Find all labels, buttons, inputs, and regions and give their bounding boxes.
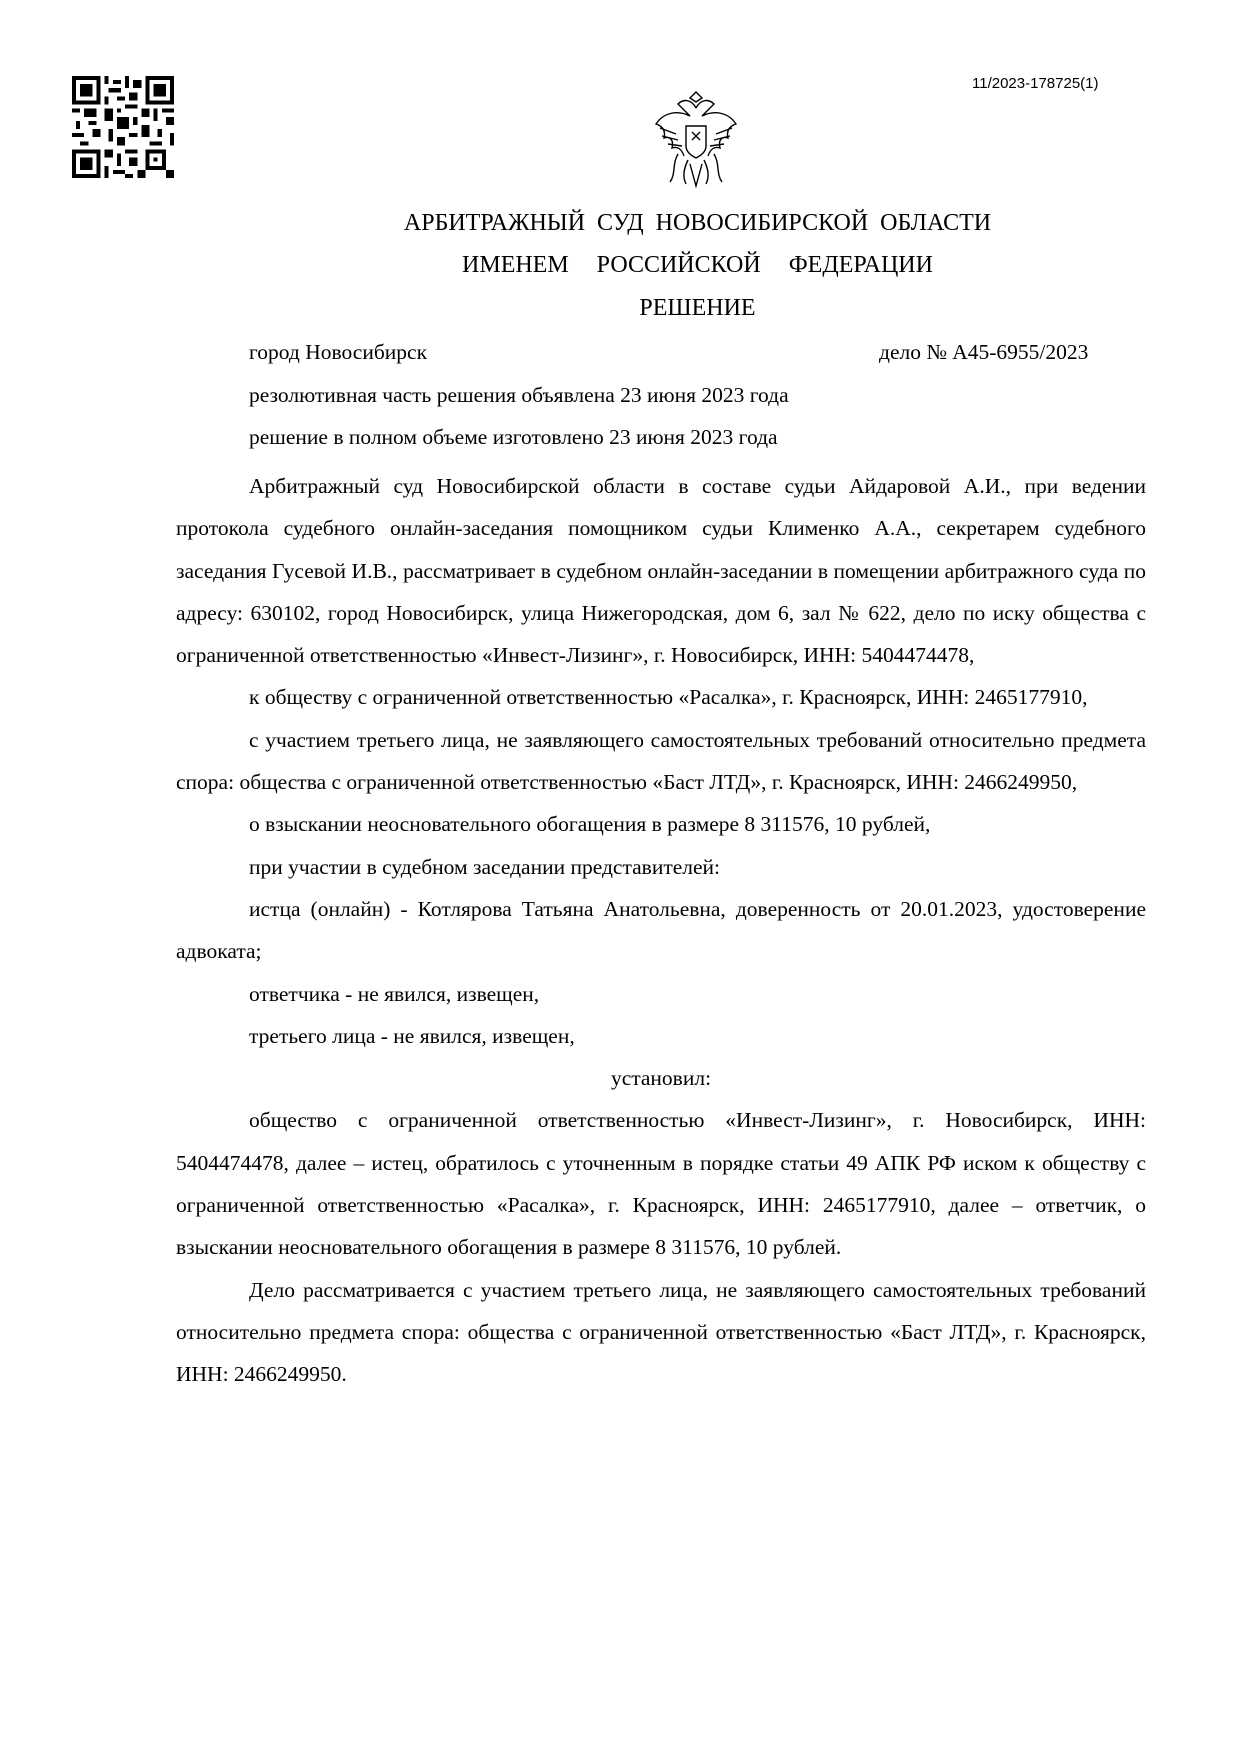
- qr-code-icon: [72, 76, 174, 178]
- court-name: АРБИТРАЖНЫЙ СУД НОВОСИБИРСКОЙ ОБЛАСТИ: [403, 210, 992, 236]
- in-the-name-line: ИМЕНЕМ РОССИЙСКОЙ ФЕДЕРАЦИИ: [462, 252, 933, 278]
- coat-of-arms-icon: [648, 90, 744, 190]
- paragraph: к обществу с ограниченной ответственностью «Расалка», г. Красноярск, ИНН: 2465177910,: [249, 685, 1088, 710]
- city: город Новосибирск: [249, 340, 428, 364]
- paragraph: Дело рассматривается с участием третьего лица, не заявляющего самостоятельных требований относительно предмета спора: общества с ограниченной ответственностью «Баст ЛТД», г. Красноярск, ИНН: 2466249950.: [176, 1277, 1146, 1387]
- case-number: дело № А45-6955/2023: [879, 340, 1089, 364]
- paragraph: третьего лица - не явился, извещен,: [249, 1023, 575, 1048]
- preparation-date: решение в полном объеме изготовлено 23 июня 2023 года: [249, 425, 778, 449]
- document-id: 11/2023-178725(1): [972, 75, 1099, 92]
- paragraph: ответчика - не явился, извещен,: [249, 981, 540, 1006]
- paragraph: истца (онлайн) - Котлярова Татьяна Анатольевна, доверенность от 20.01.2023, удостоверение адвоката;: [176, 896, 1146, 964]
- paragraph: о взыскании неосновательного обогащения в размере 8 311576, 10 рублей,: [249, 812, 931, 837]
- paragraph: с участием третьего лица, не заявляющего самостоятельных требований относительно предмета спора: общества с ограниченной ответственностью «Баст ЛТД», г. Красноярск, ИНН: 2466249950,: [176, 727, 1146, 795]
- document-title: РЕШЕНИЕ: [639, 295, 756, 321]
- document-body: [176, 465, 1146, 1396]
- paragraph: при участии в судебном заседании представителей:: [249, 854, 721, 879]
- established-heading: установил:: [610, 1066, 712, 1091]
- paragraph: Арбитражный суд Новосибирской области в составе судьи Айдаровой А.И., при ведении протокола судебного онлайн-заседания помощником судьи Клименко А.А., секретарем судебного заседания Гусевой И.В., рассматривает в судебном онлайн-заседании в помещении арбитражного суда по адресу: 630102, город Новосибирск, улица Нижегородская, дом 6, зал № 622, дело по иску общества с ограниченной ответственностью «Инвест-Лизинг», г. Новосибирск, ИНН: 5404474478,: [176, 474, 1146, 668]
- announcement-date: резолютивная часть решения объявлена 23 июня 2023 года: [249, 383, 789, 407]
- paragraph: общество с ограниченной ответственностью «Инвест-Лизинг», г. Новосибирск, ИНН: 5404474478, далее – истец, обратилось с уточненным в порядке статьи 49 АПК РФ иском к обществу с ограниченной ответственностью «Расалка», г. Красноярск, ИНН: 2465177910, далее – ответчик, о взыскании неосновательного обогащения в размере 8 311576, 10 рублей.: [176, 1108, 1146, 1260]
